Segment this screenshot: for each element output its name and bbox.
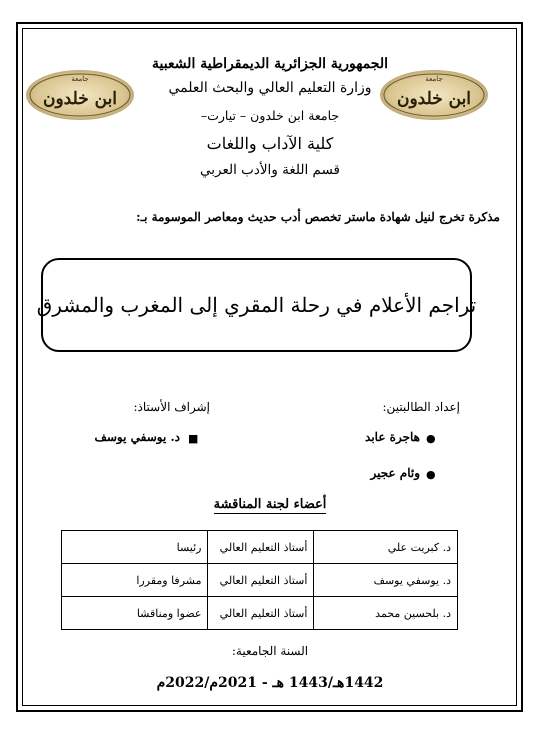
bullet-icon: ● bbox=[426, 432, 436, 445]
supervisor-label: إشراف الأستاذ: bbox=[133, 400, 210, 414]
table-row bbox=[62, 564, 458, 597]
academic-year-value: 1442هـ/1443 هـ - 2021م/2022م bbox=[156, 675, 384, 691]
memoir-description: مذكرة تخرج لنيل شهادة ماستر تخصص أدب حديث ومعاصر الموسومة بـ: bbox=[136, 210, 500, 224]
member-rank: أستاذ التعليم العالي bbox=[208, 531, 314, 564]
logo-main-text: ابن خلدون bbox=[42, 89, 118, 109]
university-line: جامعة ابن خلدون – تيارت– bbox=[200, 108, 340, 123]
faculty-line: كلية الآداب واللغات bbox=[206, 134, 334, 153]
table-row bbox=[62, 597, 458, 630]
logo-top-text: جامعة bbox=[425, 75, 443, 83]
member-name: د. كبريت علي bbox=[314, 531, 458, 564]
supervisor-name: د. يوسفي يوسف bbox=[94, 430, 180, 444]
member-name: د. بلحسين محمد bbox=[314, 597, 458, 630]
students-label: إعداد الطالبتين: bbox=[382, 400, 460, 414]
department-line: قسم اللغة والأدب العربي bbox=[200, 162, 340, 178]
bullet-square-icon: ■ bbox=[188, 432, 199, 445]
member-role: عضوا ومناقشا bbox=[62, 597, 208, 630]
member-name: د. يوسفي يوسف bbox=[314, 564, 458, 597]
bullet-icon: ● bbox=[426, 468, 436, 481]
academic-year-label: السنة الجامعية: bbox=[231, 644, 309, 658]
member-rank: أستاذ التعليم العالي bbox=[208, 564, 314, 597]
member-rank: أستاذ التعليم العالي bbox=[208, 597, 314, 630]
member-role: مشرفا ومقررا bbox=[62, 564, 208, 597]
logo-main-text: ابن خلدون bbox=[396, 89, 472, 109]
student-name-2: وئام عجير bbox=[370, 466, 420, 480]
table-row bbox=[62, 531, 458, 564]
republic-line: الجمهورية الجزائرية الديمقراطية الشعبية bbox=[151, 56, 388, 72]
ministry-line: وزارة التعليم العالي والبحث العلمي bbox=[168, 80, 372, 96]
thesis-title: تراجم الأعلام في رحلة المقري إلى المغرب والمشرق bbox=[36, 293, 477, 317]
member-role: رئيسا bbox=[62, 531, 208, 564]
thesis-title-box bbox=[36, 258, 477, 352]
committee-title: أعضاء لجنة المناقشة bbox=[213, 497, 327, 512]
student-name-1: هاجرة عابد bbox=[365, 430, 420, 444]
university-logo-left bbox=[24, 68, 136, 122]
logo-top-text: جامعة bbox=[71, 75, 89, 83]
committee-table bbox=[61, 530, 458, 630]
